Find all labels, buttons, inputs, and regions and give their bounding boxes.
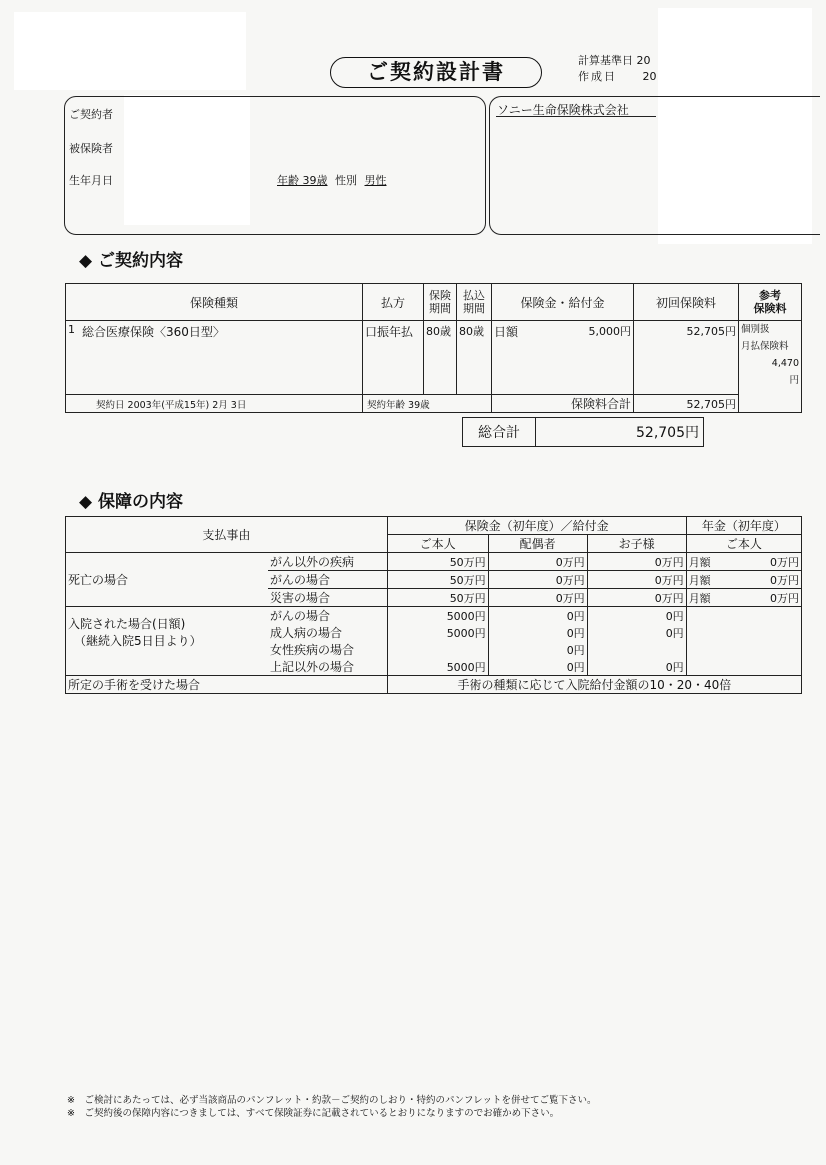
contract-age: 契約年齢 39歳: [363, 395, 492, 413]
col-ref: [739, 284, 802, 321]
hospital-sub-2: 成人病の場合: [268, 624, 387, 641]
hospital-spouse-2: 0円: [488, 624, 587, 641]
death-ann-value-3: 0万円: [731, 589, 802, 607]
col-annuity-group: 年金（初年度）: [686, 517, 801, 535]
death-self-1: 50万円: [387, 553, 488, 571]
col-ref-line1: 参考: [759, 289, 781, 302]
contract-date: 契約日 2003年(平成15年) 2月 3日: [66, 395, 363, 413]
redaction-top-left: [14, 12, 246, 90]
footnote-1: ※ ご検討にあたっては、必ず当該商品のパンフレット・約款－ご契約のしおり・特約のパンフレットを併せてご覧下さい。: [67, 1095, 597, 1106]
death-spouse-2: 0万円: [488, 571, 587, 589]
hospital-child-1: 0円: [587, 607, 686, 625]
col-reason: 支払事由: [66, 517, 388, 553]
birth-label: 生年月日: [69, 174, 113, 187]
age-sex: [277, 172, 387, 188]
col-payperiod: [457, 284, 492, 321]
pay-period: 80歳: [457, 321, 492, 395]
col-ref-line2: 保険料: [753, 302, 787, 315]
hospital-label-line2: （継続入院5日目より）: [74, 634, 202, 648]
death-sub-3: 災害の場合: [268, 589, 387, 607]
death-spouse-1: 0万円: [488, 553, 587, 571]
hospital-spouse-4: 0円: [488, 658, 587, 676]
ref-a: 個別扱: [741, 324, 770, 335]
grand-total-value: 52,705円: [536, 418, 704, 447]
grand-total-label: 総合計: [463, 418, 536, 447]
col-type: 保険種類: [66, 284, 363, 321]
hospital-spouse-3: 0円: [488, 641, 587, 658]
hospital-child-3: [587, 641, 686, 658]
col-payperiod-line1: 払込: [463, 289, 485, 302]
hospital-annuity-empty: [686, 607, 801, 676]
table-row: [66, 607, 802, 625]
col-pay: 払方: [363, 284, 424, 321]
table-row: [66, 676, 802, 694]
table-row: [66, 553, 802, 571]
col-period-line2: 期間: [429, 302, 451, 315]
col-benefit-group: 保険金（初年度）／給付金: [387, 517, 686, 535]
death-sub-2: がんの場合: [268, 571, 387, 589]
surgery-label: 所定の手術を受けた場合: [66, 676, 388, 694]
contractor-label: ご契約者: [69, 108, 113, 121]
col-premium: 初回保険料: [634, 284, 739, 321]
col-spouse: 配偶者: [488, 535, 587, 553]
coverage-table: [65, 516, 802, 694]
death-ann-label-3: 月額: [686, 589, 731, 607]
row-number: 1: [66, 321, 81, 395]
col-benefit: 保険金・給付金: [492, 284, 634, 321]
death-label: 死亡の場合: [66, 553, 269, 607]
hospital-spouse-1: 0円: [488, 607, 587, 625]
client-panel: [64, 96, 486, 235]
benefit-cell: [492, 321, 634, 395]
calc-date: [578, 54, 651, 68]
hospital-child-2: 0円: [587, 624, 686, 641]
hospital-label-line1: 入院された場合(日額): [68, 617, 186, 631]
redaction-company: [658, 97, 812, 232]
created-date-value: 20: [642, 70, 657, 83]
pay-method: 口振年払: [363, 321, 424, 395]
death-self-2: 50万円: [387, 571, 488, 589]
age-text: 年齢 39歳: [277, 174, 328, 187]
col-payperiod-line2: 期間: [463, 302, 485, 315]
sex-value: 男性: [364, 174, 387, 187]
contract-table: [65, 283, 802, 413]
benefit-label: 日額: [494, 325, 519, 339]
hospital-self-1: 5000円: [387, 607, 488, 625]
premium-total-value: 52,705円: [634, 395, 739, 413]
calc-date-value: 20: [636, 54, 651, 67]
ref-b: 月払保険料: [741, 341, 789, 352]
death-ann-label-1: 月額: [686, 553, 731, 571]
contract-section-title: ◆ ご契約内容: [79, 251, 183, 271]
death-spouse-3: 0万円: [488, 589, 587, 607]
surgery-text: 手術の種類に応じて入院給付金額の10・20・40倍: [387, 676, 801, 694]
hospital-self-3: [387, 641, 488, 658]
calc-date-label: 計算基準日: [578, 54, 633, 67]
hospital-sub-3: 女性疾病の場合: [268, 641, 387, 658]
benefit-value: 5,000円: [588, 325, 631, 338]
col-period: [424, 284, 457, 321]
death-ann-label-2: 月額: [686, 571, 731, 589]
hospital-self-2: 5000円: [387, 624, 488, 641]
sex-label: 性別: [335, 174, 357, 187]
document-title: ご契約設計書: [330, 57, 542, 88]
insurance-period: 80歳: [424, 321, 457, 395]
insured-label: 被保険者: [69, 142, 113, 155]
ref-c: 4,470: [771, 358, 799, 369]
created-date-label: 作成日: [578, 70, 617, 83]
company-name: ソニー生命保険株式会社: [497, 103, 629, 117]
death-child-2: 0万円: [587, 571, 686, 589]
premium-total-label: 保険料合計: [492, 395, 634, 413]
ref-premium-cell: [739, 321, 802, 413]
hospital-sub-1: がんの場合: [268, 607, 387, 625]
death-child-3: 0万円: [587, 589, 686, 607]
col-child: お子様: [587, 535, 686, 553]
death-ann-value-2: 0万円: [731, 571, 802, 589]
created-date: [578, 70, 657, 84]
death-sub-1: がん以外の疾病: [268, 553, 387, 571]
premium-value: 52,705円: [634, 321, 739, 395]
death-ann-value-1: 0万円: [731, 553, 802, 571]
hospital-label: [66, 607, 269, 676]
death-child-1: 0万円: [587, 553, 686, 571]
ref-d: 円: [789, 375, 799, 386]
death-self-3: 50万円: [387, 589, 488, 607]
col-annuity-self: ご本人: [686, 535, 801, 553]
coverage-section-title: ◆ 保障の内容: [79, 492, 183, 512]
insurance-type: 総合医療保険〈360日型〉: [80, 321, 363, 395]
grand-total-table: [462, 417, 704, 447]
col-period-line1: 保険: [429, 289, 451, 302]
footnote-2: ※ ご契約後の保障内容につきましては、すべて保険証券に記載されているとおりになりますのでお確かめ下さい。: [67, 1108, 560, 1119]
col-self: ご本人: [387, 535, 488, 553]
hospital-child-4: 0円: [587, 658, 686, 676]
hospital-self-4: 5000円: [387, 658, 488, 676]
hospital-sub-4: 上記以外の場合: [268, 658, 387, 676]
